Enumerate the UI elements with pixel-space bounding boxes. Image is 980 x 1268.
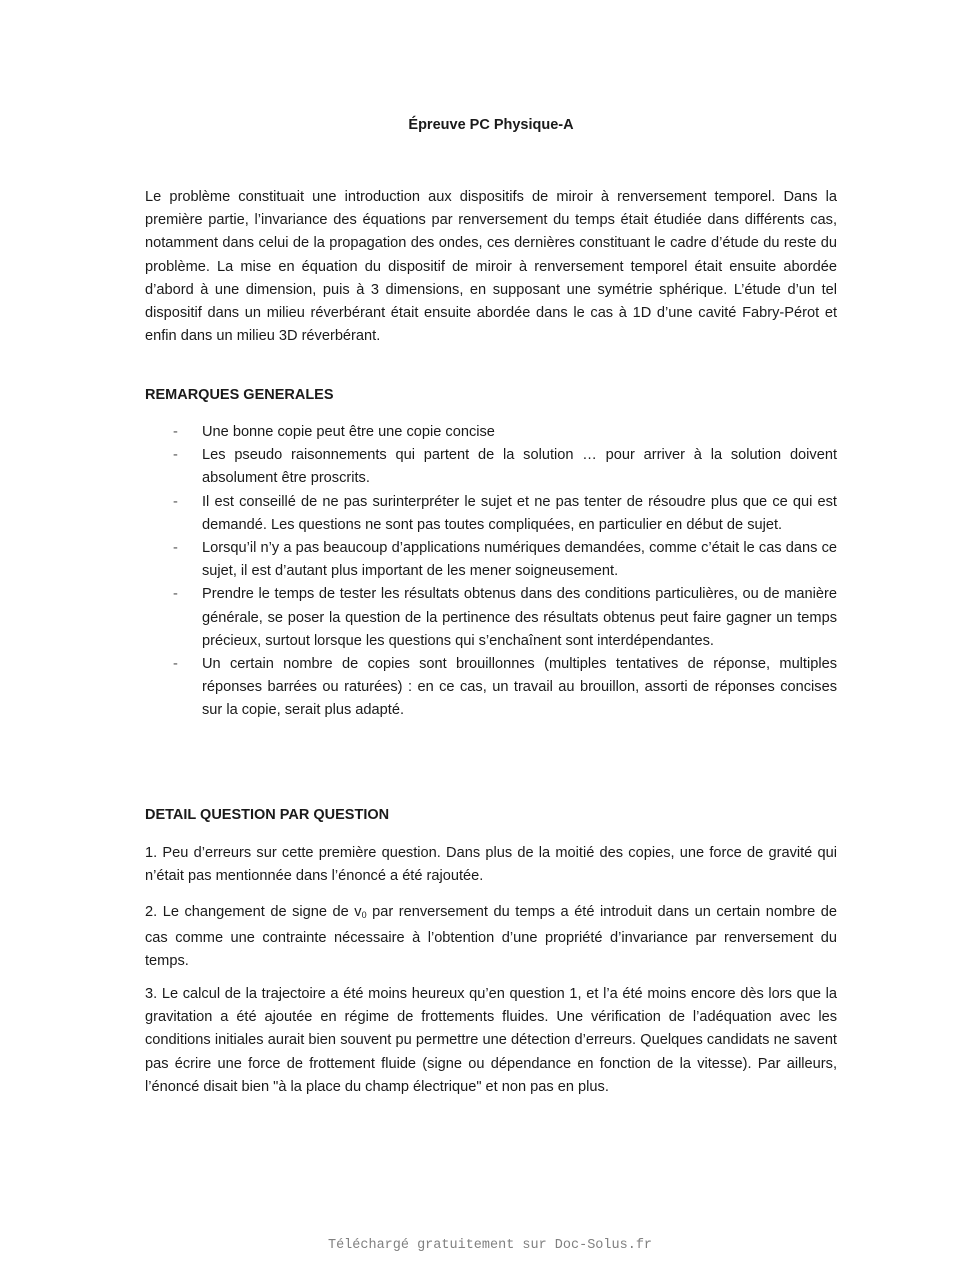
list-item <box>145 444 837 490</box>
list-item-text: Un certain nombre de copies sont brouillonnes (multiples tentatives de réponse, multiples réponses barrées ou raturées) : en ce cas, un travail au brouillon, assorti de réponses concises sur la copie, serait plus adapté. <box>202 656 837 719</box>
bullet-dash: - <box>173 447 178 464</box>
list-item <box>145 421 837 444</box>
download-footer: Téléchargé gratuitement sur Doc-Solus.fr <box>327 1238 653 1253</box>
list-item-text: Lorsqu’il n’y a pas beaucoup d’applications numériques demandées, comme c’était le cas dans ce sujet, il est d’autant plus important de les mener soigneusement. <box>202 540 837 580</box>
intro-paragraph: Le problème constituait une introduction aux dispositifs de miroir à renversement temporel. Dans la première partie, l’invariance des équations par renversement du temps était étudiée dans différents cas, notamment dans celui de la propagation des ondes, ces dernières constituant le cadre d’étude du reste du problème. La mise en équation du dispositif de miroir à renversement temporel était ensuite abordée d’abord à une dimension, puis à 3 dimensions, en supposant une symétrie sphérique. L’étude d’un tel dispositif dans un milieu réverbérant était ensuite abordée dans le cas à 1D d’une cavité Fabry-Pérot et enfin dans un milieu 3D réverbérant. <box>145 189 837 345</box>
bullet-dash: - <box>173 586 178 603</box>
list-item <box>145 583 837 653</box>
question-2-paragraph <box>145 901 837 974</box>
list-item <box>145 491 837 537</box>
question-2-text-end: par renversement du temps a été introduit dans un certain nombre de cas comme une contrainte nécessaire à l’obtention d’une propriété d’invariance par renversement du temps. <box>145 904 837 970</box>
list-item-text: Une bonne copie peut être une copie concise <box>202 424 495 440</box>
bullet-dash: - <box>173 540 178 557</box>
list-item-text: Les pseudo raisonnements qui partent de la solution … pour arriver à la solution doivent absolument être proscrits. <box>202 447 837 487</box>
details-heading: DETAIL QUESTION PAR QUESTION <box>145 807 390 823</box>
question-2-text-start: 2. Le changement de signe de v <box>145 904 362 920</box>
list-item <box>145 653 837 723</box>
list-item <box>145 537 837 583</box>
question-3-paragraph: 3. Le calcul de la trajectoire a été moins heureux qu’en question 1, et l’a été moins encore dès lors que la gravitation a été ajoutée en régime de frottements fluides. Une vérification de l’adéquation avec les conditions initiales aurait bien souvent pu permettre une détection d’erreurs. Quelques candidats ne savent pas écrire une force de frottement fluide (signe ou dépendance en fonction de la vitesse). Par ailleurs, l’énoncé disait bien "à la place du champ électrique" et non pas en plus. <box>145 986 837 1095</box>
bullet-dash: - <box>173 424 178 440</box>
general-remarks-heading: REMARQUES GENERALES <box>145 387 334 403</box>
subscript-zero: 0 <box>361 910 367 920</box>
document-title: Épreuve PC Physique-A <box>408 117 574 133</box>
bullet-dash: - <box>173 656 178 673</box>
list-item-text: Prendre le temps de tester les résultats obtenus dans des conditions particulières, ou de manière générale, se poser la question de la pertinence des résultats obtenus peut faire gagner un temps précieux, surtout lorsque les questions qui s’enchaînent sont interdépendantes. <box>202 586 837 649</box>
bullet-dash: - <box>173 493 178 510</box>
question-1-paragraph: 1. Peu d’erreurs sur cette première question. Dans plus de la moitié des copies, une force de gravité qui n’était pas mentionnée dans l’énoncé a été rajoutée. <box>145 845 837 885</box>
general-remarks-list <box>145 421 837 723</box>
list-item-text: Il est conseillé de ne pas surinterpréter le sujet et ne pas tenter de résoudre plus que ce qui est demandé. Les questions ne sont pas toutes compliquées, en particulier en début de sujet. <box>202 493 837 533</box>
